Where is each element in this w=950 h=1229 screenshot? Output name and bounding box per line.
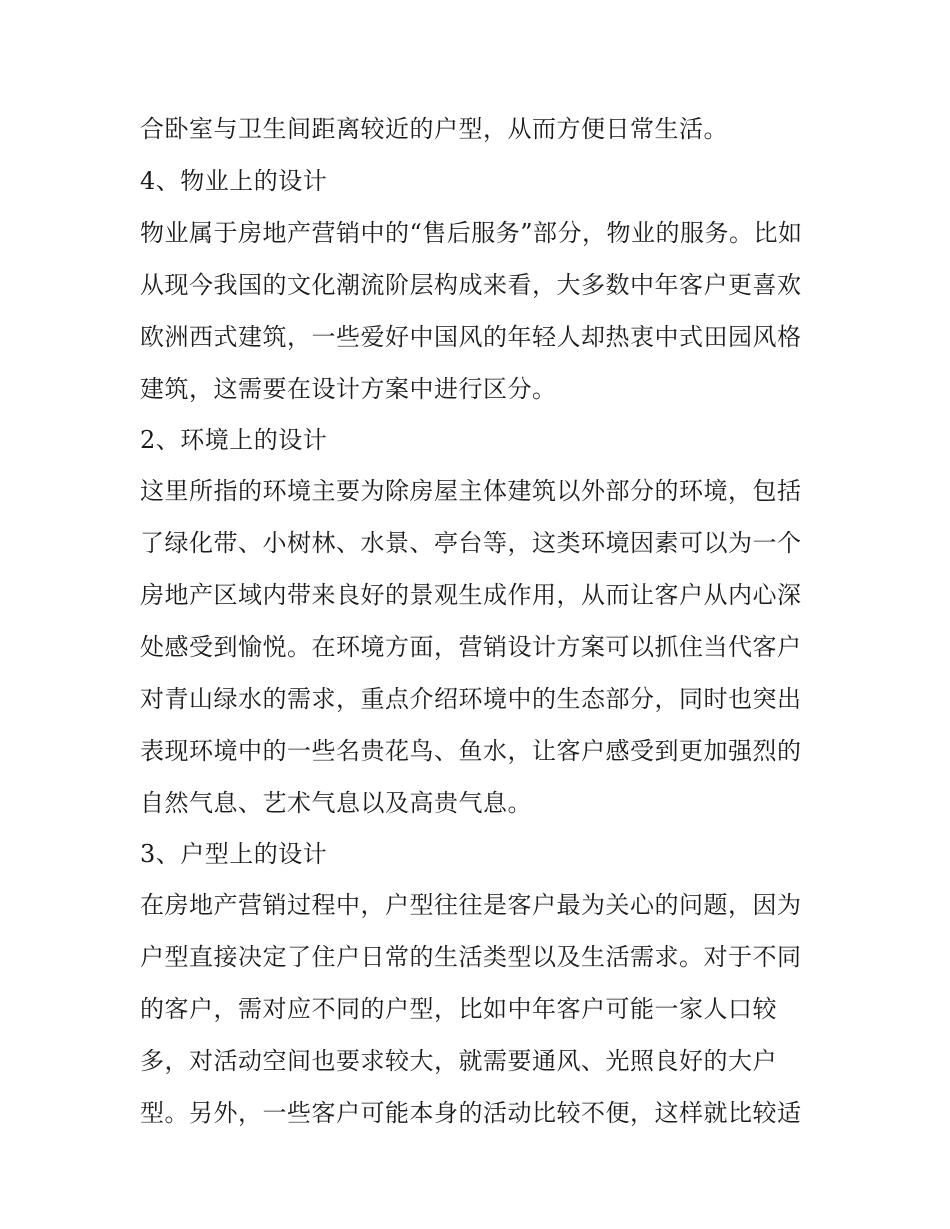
paragraph-line: 多，对活动空间也要求较大，就需要通风、光照良好的大户 <box>140 1047 777 1075</box>
paragraph-line: 房地产区域内带来良好的景观生成作用，从而让客户从内心深 <box>140 581 802 609</box>
paragraph-line: 在房地产营销过程中，户型往往是客户最为关心的问题，因为 <box>140 891 802 919</box>
paragraph-line: 这里所指的环境主要为除房屋主体建筑以外部分的环境，包括 <box>140 477 802 505</box>
paragraph-line: 处感受到愉悦。在环境方面，营销设计方案可以抓住当代客户 <box>140 633 802 661</box>
paragraph-line: 建筑，这需要在设计方案中进行区分。 <box>140 375 557 403</box>
paragraph-line: 从现今我国的文化潮流阶层构成来看，大多数中年客户更喜欢 <box>140 271 802 299</box>
paragraph-line: 自然气息、艺术气息以及高贵气息。 <box>140 789 532 817</box>
section-heading: 4、物业上的设计 <box>140 167 328 195</box>
section-heading: 3、户型上的设计 <box>140 840 328 868</box>
section-heading: 2、环境上的设计 <box>140 426 328 454</box>
paragraph-line: 对青山绿水的需求，重点介绍环境中的生态部分，同时也突出 <box>140 685 802 713</box>
paragraph-line: 合卧室与卫生间距离较近的户型，从而方便日常生活。 <box>140 115 728 143</box>
paragraph-line: 物业属于房地产营销中的“售后服务”部分，物业的服务。比如 <box>140 219 803 247</box>
paragraph-line: 了绿化带、小树林、水景、亭台等，这类环境因素可以为一个 <box>140 529 802 557</box>
paragraph-line: 欧洲西式建筑，一些爱好中国风的年轻人却热衷中式田园风格 <box>140 323 802 351</box>
paragraph-line: 的客户，需对应不同的户型，比如中年客户可能一家人口较 <box>140 995 777 1023</box>
paragraph-line: 型。另外，一些客户可能本身的活动比较不便，这样就比较适 <box>140 1099 802 1127</box>
paragraph-line: 户型直接决定了住户日常的生活类型以及生活需求。对于不同 <box>140 943 802 971</box>
paragraph-line: 表现环境中的一些名贵花鸟、鱼水，让客户感受到更加强烈的 <box>140 737 802 765</box>
